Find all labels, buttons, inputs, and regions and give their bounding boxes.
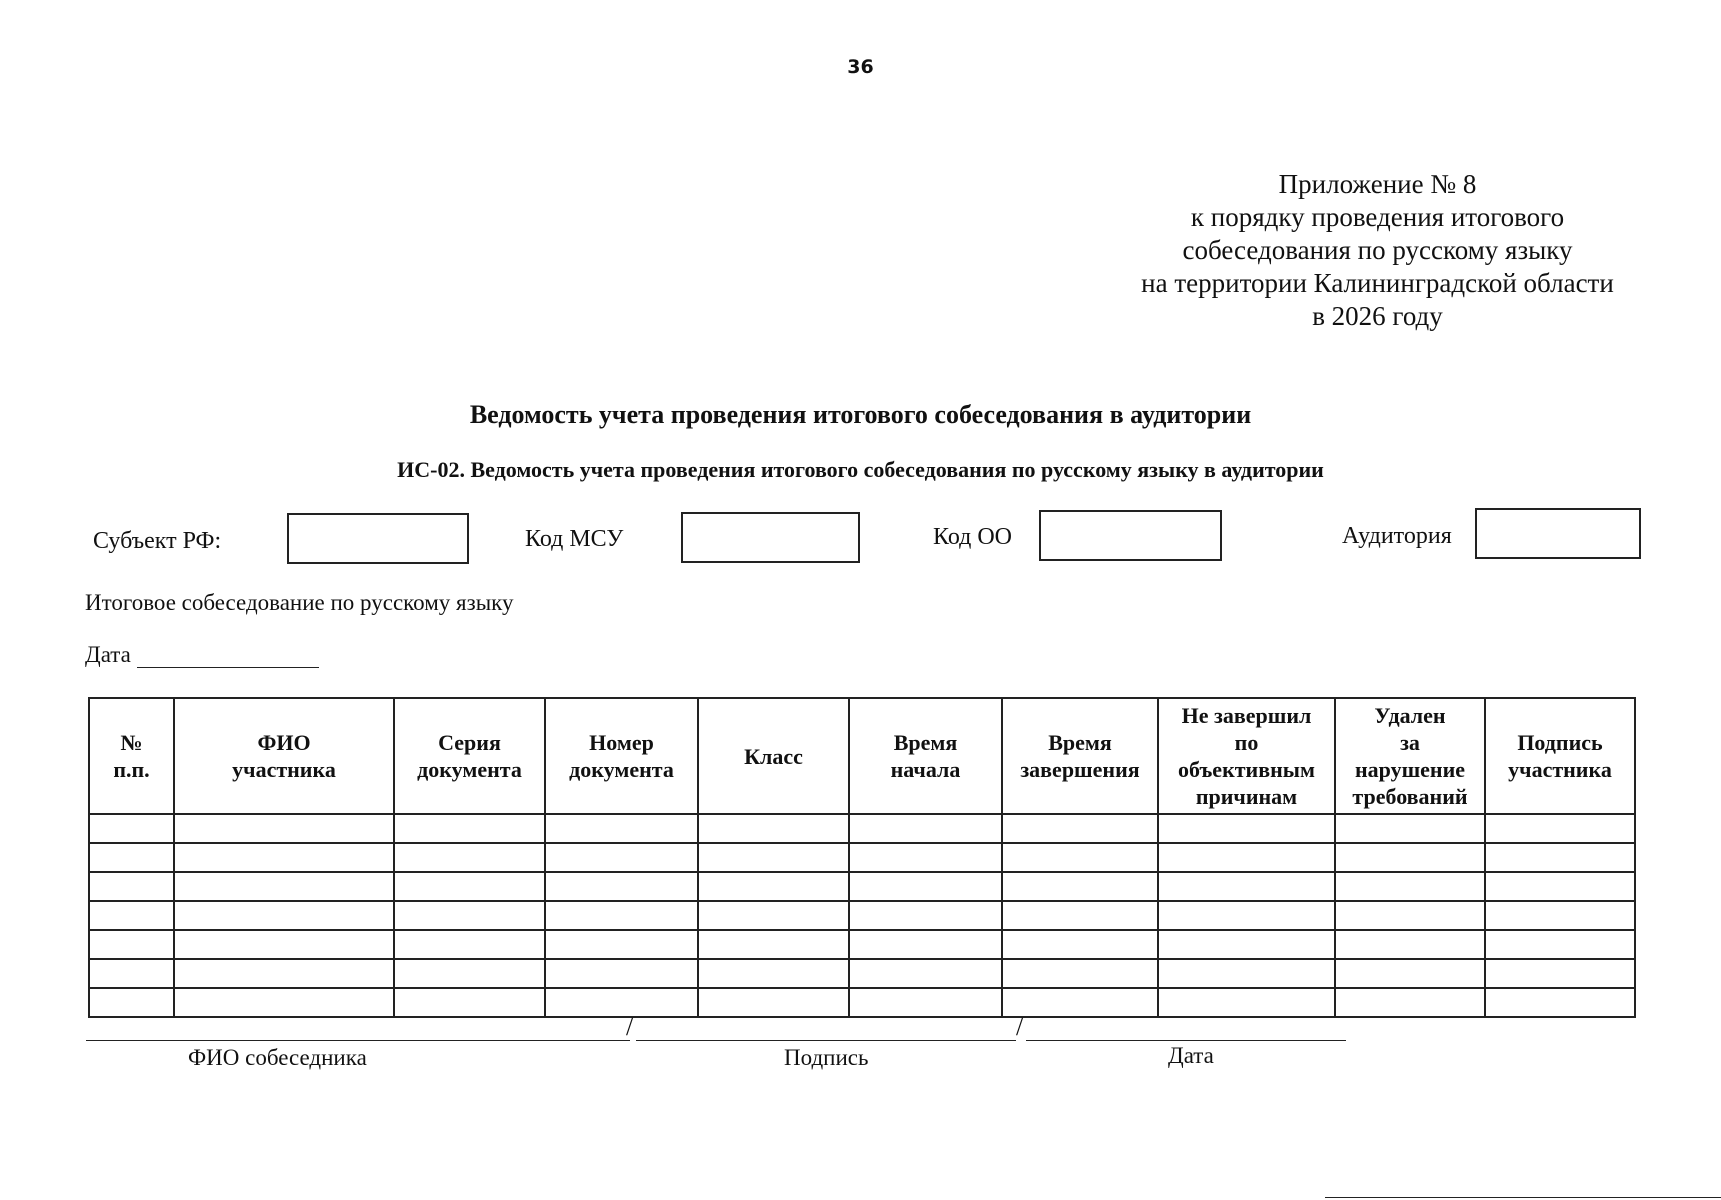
table-cell[interactable] bbox=[1002, 930, 1158, 959]
table-cell[interactable] bbox=[1158, 843, 1335, 872]
table-cell[interactable] bbox=[849, 814, 1002, 843]
table-cell[interactable] bbox=[89, 930, 174, 959]
table-cell[interactable] bbox=[89, 843, 174, 872]
table-cell[interactable] bbox=[174, 872, 394, 901]
table-row bbox=[89, 901, 1635, 930]
interviewer-name-line[interactable] bbox=[86, 1040, 630, 1041]
appendix-line: собеседования по русскому языку bbox=[1182, 235, 1573, 265]
table-cell[interactable] bbox=[1002, 814, 1158, 843]
room-label: Аудитория bbox=[1342, 523, 1452, 549]
exam-type-line: Итоговое собеседование по русскому языку bbox=[85, 590, 514, 615]
table-cell[interactable] bbox=[698, 988, 849, 1017]
table-cell[interactable] bbox=[545, 959, 698, 988]
page-number: 36 bbox=[847, 56, 874, 78]
table-header-row bbox=[89, 698, 1635, 814]
signature-caption: Подпись bbox=[784, 1045, 869, 1070]
signature-line[interactable] bbox=[636, 1040, 1016, 1041]
table-cell[interactable] bbox=[89, 959, 174, 988]
table-cell[interactable] bbox=[1485, 930, 1635, 959]
appendix-line: к порядку проведения итогового bbox=[1190, 202, 1565, 232]
table-cell[interactable] bbox=[1485, 814, 1635, 843]
table-cell[interactable] bbox=[1485, 843, 1635, 872]
table-cell[interactable] bbox=[545, 901, 698, 930]
table-cell[interactable] bbox=[1158, 930, 1335, 959]
table-cell[interactable] bbox=[1158, 814, 1335, 843]
table-cell[interactable] bbox=[1002, 901, 1158, 930]
table-cell[interactable] bbox=[698, 814, 849, 843]
room-field[interactable] bbox=[1475, 508, 1641, 559]
subject-label: Субъект РФ: bbox=[93, 528, 222, 554]
date-label: Дата bbox=[85, 642, 131, 667]
table-header-col-not-completed: Не завершил по объективным причинам bbox=[1158, 698, 1335, 814]
table-cell[interactable] bbox=[1335, 843, 1485, 872]
table-cell[interactable] bbox=[545, 872, 698, 901]
table-cell[interactable] bbox=[1158, 988, 1335, 1017]
table-cell[interactable] bbox=[545, 843, 698, 872]
table-cell[interactable] bbox=[849, 959, 1002, 988]
table-cell[interactable] bbox=[1158, 872, 1335, 901]
table-cell[interactable] bbox=[1158, 959, 1335, 988]
signature-date-line[interactable] bbox=[1026, 1040, 1346, 1041]
table-cell[interactable] bbox=[89, 988, 174, 1017]
table-row bbox=[89, 930, 1635, 959]
oo-code-field[interactable] bbox=[1039, 510, 1222, 561]
table-cell[interactable] bbox=[174, 814, 394, 843]
table-cell[interactable] bbox=[174, 901, 394, 930]
table-cell[interactable] bbox=[545, 988, 698, 1017]
table-cell[interactable] bbox=[1158, 901, 1335, 930]
document-title: Ведомость учета проведения итогового собеседования в аудитории bbox=[469, 400, 1252, 429]
table-cell[interactable] bbox=[698, 901, 849, 930]
table-cell[interactable] bbox=[394, 930, 545, 959]
table-cell[interactable] bbox=[849, 843, 1002, 872]
table-cell[interactable] bbox=[849, 988, 1002, 1017]
appendix-line: на территории Калининградской области bbox=[1141, 268, 1614, 298]
table-header-col-doc-series: Серия документа bbox=[394, 698, 545, 814]
table-cell[interactable] bbox=[394, 988, 545, 1017]
table-cell[interactable] bbox=[1335, 901, 1485, 930]
table-header-col-participant-name: ФИО участника bbox=[174, 698, 394, 814]
signature-date-caption: Дата bbox=[1168, 1043, 1214, 1068]
appendix-block bbox=[1095, 168, 1660, 333]
subject-field[interactable] bbox=[287, 513, 469, 564]
table-cell[interactable] bbox=[698, 930, 849, 959]
table-cell[interactable] bbox=[698, 959, 849, 988]
table-cell[interactable] bbox=[394, 843, 545, 872]
table-header-col-participant-signature: Подпись участника bbox=[1485, 698, 1635, 814]
table-cell[interactable] bbox=[1335, 988, 1485, 1017]
table-cell[interactable] bbox=[849, 872, 1002, 901]
table-cell[interactable] bbox=[1002, 959, 1158, 988]
table-cell[interactable] bbox=[1485, 988, 1635, 1017]
table-cell[interactable] bbox=[698, 872, 849, 901]
table-row bbox=[89, 959, 1635, 988]
table-cell[interactable] bbox=[1335, 930, 1485, 959]
table-row bbox=[89, 814, 1635, 843]
table-cell[interactable] bbox=[174, 843, 394, 872]
table-cell[interactable] bbox=[1335, 959, 1485, 988]
table-header-col-removed: Удален за нарушение требований bbox=[1335, 698, 1485, 814]
table-cell[interactable] bbox=[174, 930, 394, 959]
table-cell[interactable] bbox=[1335, 872, 1485, 901]
table-cell[interactable] bbox=[849, 930, 1002, 959]
table-cell[interactable] bbox=[545, 930, 698, 959]
interviewer-name-caption: ФИО собеседника bbox=[188, 1045, 367, 1070]
table-cell[interactable] bbox=[1335, 814, 1485, 843]
table-cell[interactable] bbox=[174, 988, 394, 1017]
table-cell[interactable] bbox=[1002, 988, 1158, 1017]
participants-table bbox=[88, 697, 1636, 1018]
table-row bbox=[89, 988, 1635, 1017]
form-subtitle: ИС-02. Ведомость учета проведения итогового собеседования по русскому языку в аудитории bbox=[397, 457, 1324, 482]
table-cell[interactable] bbox=[1485, 872, 1635, 901]
table-cell[interactable] bbox=[1002, 843, 1158, 872]
table-cell[interactable] bbox=[849, 901, 1002, 930]
table-cell[interactable] bbox=[1485, 901, 1635, 930]
table-header-col-end-time: Время завершения bbox=[1002, 698, 1158, 814]
table-cell[interactable] bbox=[545, 814, 698, 843]
slash-separator: / bbox=[1016, 1012, 1024, 1041]
table-cell[interactable] bbox=[1485, 959, 1635, 988]
date-row bbox=[85, 642, 319, 668]
table-cell[interactable] bbox=[394, 814, 545, 843]
table-cell[interactable] bbox=[394, 959, 545, 988]
table-header-col-class: Класс bbox=[698, 698, 849, 814]
table-header-col-start-time: Время начала bbox=[849, 698, 1002, 814]
table-header-col-number: № п.п. bbox=[89, 698, 174, 814]
table-row bbox=[89, 843, 1635, 872]
date-field[interactable] bbox=[137, 645, 319, 668]
oo-code-label: Код ОО bbox=[933, 524, 1012, 550]
slash-separator: / bbox=[626, 1012, 634, 1041]
appendix-line: в 2026 году bbox=[1312, 301, 1443, 331]
table-cell[interactable] bbox=[174, 959, 394, 988]
table-cell[interactable] bbox=[394, 901, 545, 930]
table-row bbox=[89, 872, 1635, 901]
table-cell[interactable] bbox=[89, 814, 174, 843]
appendix-line: Приложение № 8 bbox=[1278, 169, 1477, 199]
page-corner-line bbox=[1325, 1197, 1721, 1198]
table-cell[interactable] bbox=[698, 843, 849, 872]
table-cell[interactable] bbox=[89, 872, 174, 901]
msu-code-field[interactable] bbox=[681, 512, 860, 563]
table-cell[interactable] bbox=[1002, 872, 1158, 901]
table-cell[interactable] bbox=[89, 901, 174, 930]
msu-code-label: Код МСУ bbox=[525, 526, 624, 552]
table-header-col-doc-number: Номер документа bbox=[545, 698, 698, 814]
table-cell[interactable] bbox=[394, 872, 545, 901]
